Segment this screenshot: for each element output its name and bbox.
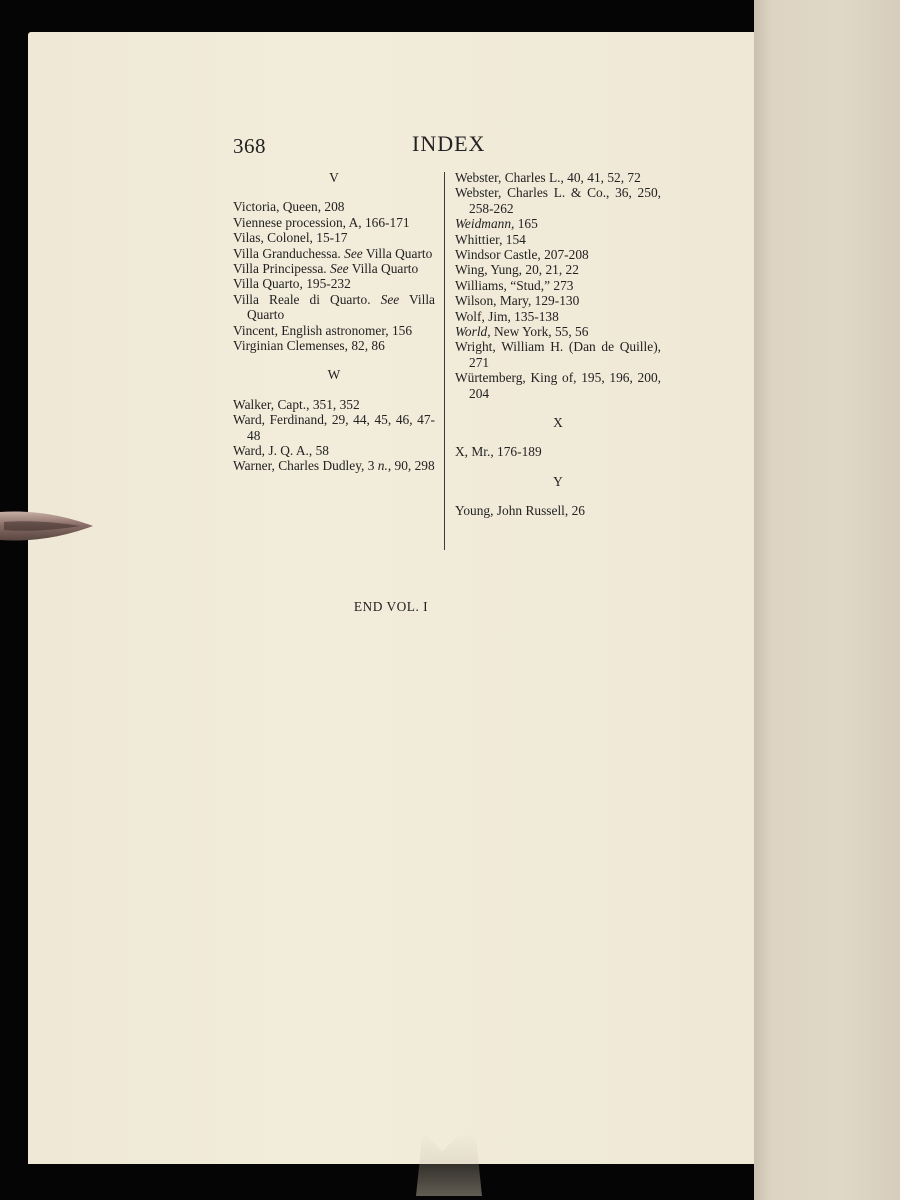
index-entry: Wilson, Mary, 129-130 bbox=[455, 293, 580, 309]
index-entry: Wing, Yung, 20, 21, 22 bbox=[455, 262, 579, 278]
index-entry: Würtemberg, King of, 195, 196, 200, 204 bbox=[455, 370, 661, 401]
index-entry: World, New York, 55, 56 bbox=[455, 324, 589, 340]
section-spacer bbox=[455, 489, 661, 503]
page-tear bbox=[416, 1132, 482, 1196]
index-entry: Wright, William H. (Dan de Quille), 271 bbox=[455, 339, 661, 370]
page-title: INDEX bbox=[412, 131, 486, 156]
index-entry: Webster, Charles L., 40, 41, 52, 72 bbox=[455, 170, 641, 185]
index-entry: Villa Reale di Quarto. See Villa Quarto bbox=[233, 291, 436, 323]
index-entry: Ward, Ferdinand, 29, 44, 45, 46, 47-48 bbox=[233, 412, 435, 443]
index-entry: Ward, J. Q. A., 58 bbox=[233, 443, 329, 459]
index-entry: Victoria, Queen, 208 bbox=[233, 199, 345, 215]
index-entry: Vincent, English astronomer, 156 bbox=[233, 322, 413, 338]
index-entry: Wolf, Jim, 135-138 bbox=[455, 308, 559, 324]
index-letter-heading: W bbox=[327, 367, 341, 383]
index-letter-heading: V bbox=[329, 170, 339, 185]
index-column-right bbox=[455, 170, 661, 519]
index-entry: Young, John Russell, 26 bbox=[455, 503, 585, 519]
index-letter-heading: X bbox=[553, 415, 563, 431]
index-entry: Vilas, Colonel, 15-17 bbox=[233, 230, 348, 246]
section-spacer bbox=[233, 383, 435, 397]
index-entry: Viennese procession, A, 166-171 bbox=[233, 214, 410, 230]
section-spacer bbox=[455, 460, 661, 474]
section-spacer bbox=[455, 430, 661, 444]
index-entry: Villa Granduchessa. See Villa Quarto bbox=[233, 245, 433, 261]
index-entry: Villa Quarto, 195-232 bbox=[233, 276, 351, 292]
index-entry: Villa Principessa. See Villa Quarto bbox=[233, 261, 419, 277]
section-spacer bbox=[455, 401, 661, 415]
section-spacer bbox=[233, 185, 435, 199]
index-entry-italic: n. bbox=[377, 458, 388, 474]
facing-page-edge bbox=[754, 0, 900, 1200]
index-entry: Walker, Capt., 351, 352 bbox=[233, 396, 360, 412]
index-entry-italic: See bbox=[380, 291, 400, 307]
index-entry: Windsor Castle, 207-208 bbox=[455, 247, 589, 263]
index-entry: Webster, Charles L. & Co., 36, 250, 258-262 bbox=[455, 185, 661, 216]
index-column-left bbox=[233, 170, 435, 474]
column-divider bbox=[444, 172, 445, 550]
index-letter-heading: Y bbox=[553, 473, 563, 489]
index-entry-italic: See bbox=[330, 261, 349, 277]
metal-bookmark bbox=[0, 508, 95, 544]
index-entry-italic: Weidmann, bbox=[455, 216, 515, 232]
index-entry: Williams, “Stud,” 273 bbox=[455, 277, 574, 293]
index-entry: Virginian Clemenses, 82, 86 bbox=[233, 338, 385, 354]
index-entry-italic: World, bbox=[455, 324, 491, 340]
page-number: 368 bbox=[233, 134, 266, 158]
index-entry: Weidmann, 165 bbox=[455, 216, 538, 232]
section-spacer bbox=[233, 353, 435, 367]
index-entry: Whittier, 154 bbox=[455, 231, 526, 247]
end-volume-note: END VOL. I bbox=[353, 599, 429, 614]
index-entry: X, Mr., 176-189 bbox=[455, 444, 542, 460]
index-entry-italic: See bbox=[344, 245, 363, 261]
index-entry: Warner, Charles Dudley, 3 n., 90, 298 bbox=[233, 458, 435, 474]
